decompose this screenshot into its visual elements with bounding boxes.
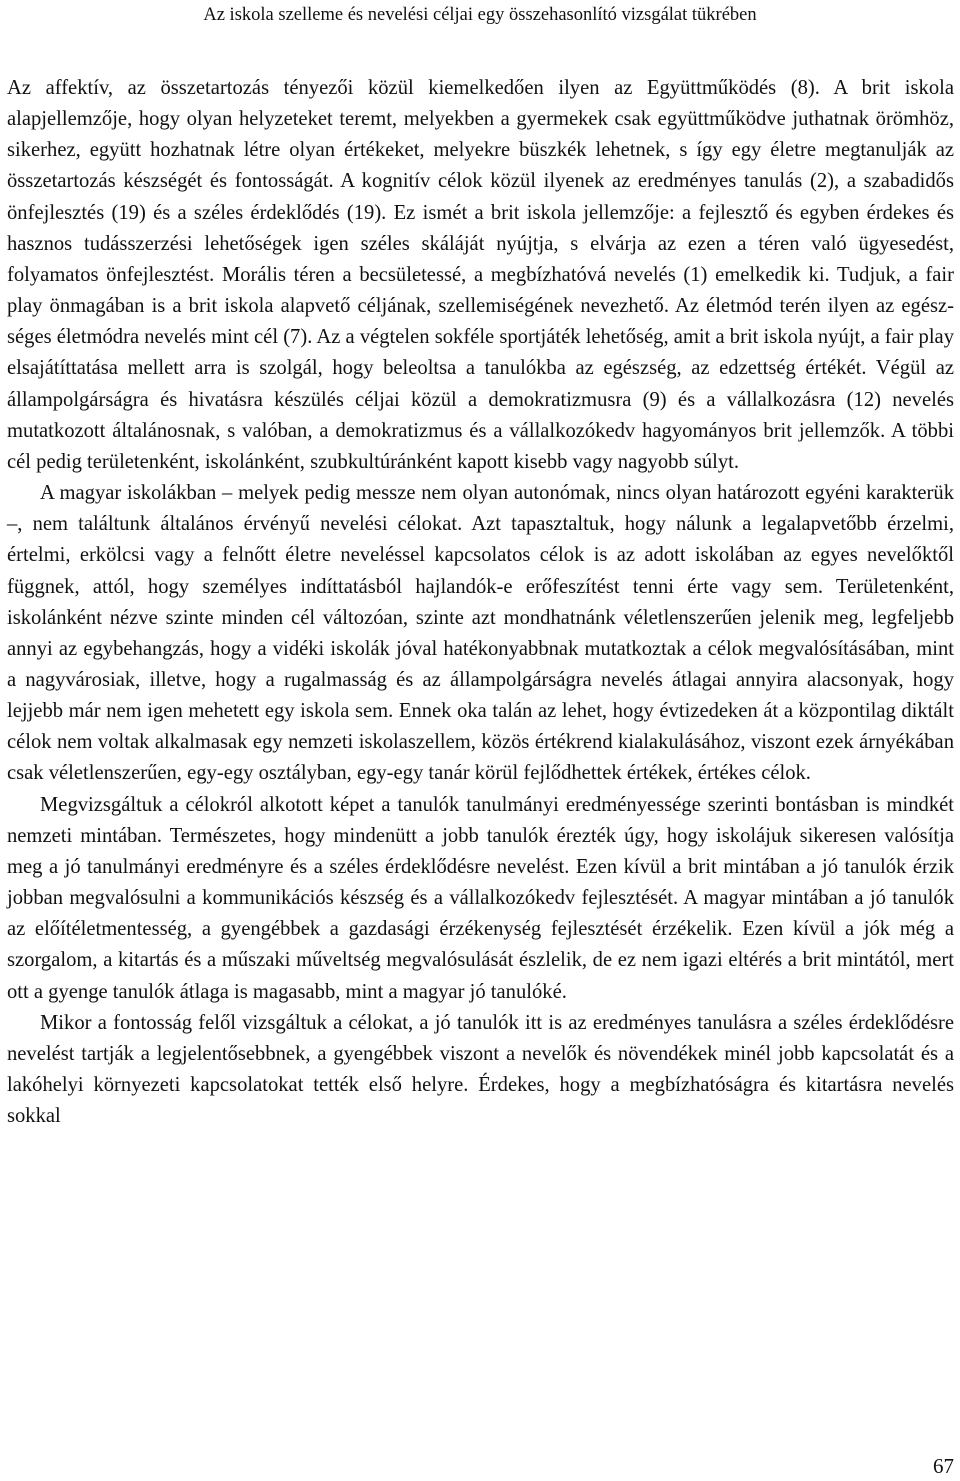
paragraph: A magyar iskolákban – melyek pedig messze nem olyan autonómak, nincs olyan határozott egyéni karakterük –, nem találtunk általános érvényű nevelési célokat. Azt tapasztaltuk, hogy nálunk a legalapvetőbb érzelmi, értelmi, erkölcsi vagy a felnőtt életre neveléssel kapcsolatos célok is az adott iskolában az egyes nevelőktől függnek, attól, hogy személyes indíttatásból hajlandók-e erőfeszítést tenni érte vagy sem. Területenként, iskolánként nézve szinte minden cél változóan, szinte azt mondhatnánk véletlenszerűen jelenik meg, legfeljebb annyi az egybehangzás, hogy a vidéki iskolák jóval hatékonyabbnak mutatkoztak a célok megvalósításában, mint a nagyvárosiak, illetve, hogy a rugalmasság és az állampolgárságra nevelés átlagai annyira alacsonyak, hogy lejjebb már nem igen mehetett egy iskola sem. Ennek oka talán az lehet, hogy évtizedeken át a központilag diktált célok nem voltak alkalmasak egy nemzeti iskolaszellem, közös értékrend kialakulásához, viszont ezek árnyékában csak véletlenszerűen, egy-egy osztályban, egy-egy tanár körül fejlődhettek értékek, értékes célok. (7, 482, 954, 785)
running-header: Az iskola szelleme és nevelési céljai egy összehasonlító vizsgálat tükrében (203, 5, 757, 25)
paragraph: Megvizsgáltuk a célokról alkotott képet a tanulók tanulmányi eredményessége szerinti bontásban is mindkét nemzeti mintában. Természetes, hogy mindenütt a jobb tanulók érezték úgy, hogy iskolájuk sikeresen valósítja meg a jó tanulmányi eredményre és a széles érdeklődésre nevelést. Ezen kívül a brit mintában a jó tanulók érzik jobban megvalósulni a kommunikációs készség és a vállalkozókedv fejlesztését. A magyar mintában a jó tanulók az előítéletmentesség, a gyengébbek a gazdasági érzékenység fejlesztését érzékelik. Ezen kívül a jók még a szorgalom, a kitartás és a műszaki műveltség megvalósulását észlelik, de ez nem igazi eltérés a brit mintától, mert ott a gyenge tanulók átlaga is magasabb, mint a magyar jó tanulóké. (7, 793, 954, 1003)
paragraph: Az affektív, az összetartozás tényezői közül kiemelkedően ilyen az Együttműködés (8). A brit iskola alapjellemzője, hogy olyan helyzeteket teremt, melyekben a gyermekek csak együttműködve juthatnak örömhöz, sikerhez, együtt hozhatnak létre olyan értékeket, melyekre büszkék lehetnek, s így egy életre megtanulják az összetartozás készségét és fontosságát. A kognitív célok közül ilyenek az eredményes tanulás (2), a szabadidős önfejlesztés (19) és a széles érdeklődés (19). Ez ismét a brit iskola jellemzője: a fejlesztő és egyben érdekes és hasznos tudásszerzési lehetőségek igen széles skáláját nyújtja, s elvárja az ezen a téren való ügyesedést, folyamatos önfejlesztést. Morális téren a becsületessé, a megbízhatóvá nevelés (1) emelkedik ki. Tudjuk, a fair play önmagában is a brit iskola alapvető céljának, szellemiségének nevezhető. Az életmód terén ilyen az egészséges életmódra nevelés mint cél (7). Az a végtelen sokféle sportjáték lehetőség, amit a brit iskola nyújt, a fair play elsajátíttatása mellett arra is szolgál, hogy beleoltsa a tanulókba az egészség, az edzettség értékét. Végül az állampolgárságra és hivatásra készülés céljai közül a demokratizmusra (9) és a vállalkozásra (12) nevelés mutatkozott általánosnak, s valóban, a demokratizmus és a vállalkozókedv hagyományos brit jellemzők. A többi cél pedig területenként, iskolánként, szubkultúránként kapott kisebb vagy nagyobb súlyt. (7, 77, 954, 473)
paragraph: Mikor a fontosság felől vizsgáltuk a célokat, a jó tanulók itt is az eredményes tanulásra a széles érdeklődésre nevelést tartják a legjelentősebbnek, a gyengébbek viszont a nevelők és növendékek minél jobb kapcsolatát és a lakóhelyi környezeti kapcsolatokat tették első helyre. Érdekes, hogy a megbízhatóságra és kitartásra nevelés sokkal (7, 1011, 954, 1128)
body-text (7, 73, 954, 1132)
page-number: 67 (933, 1454, 954, 1478)
